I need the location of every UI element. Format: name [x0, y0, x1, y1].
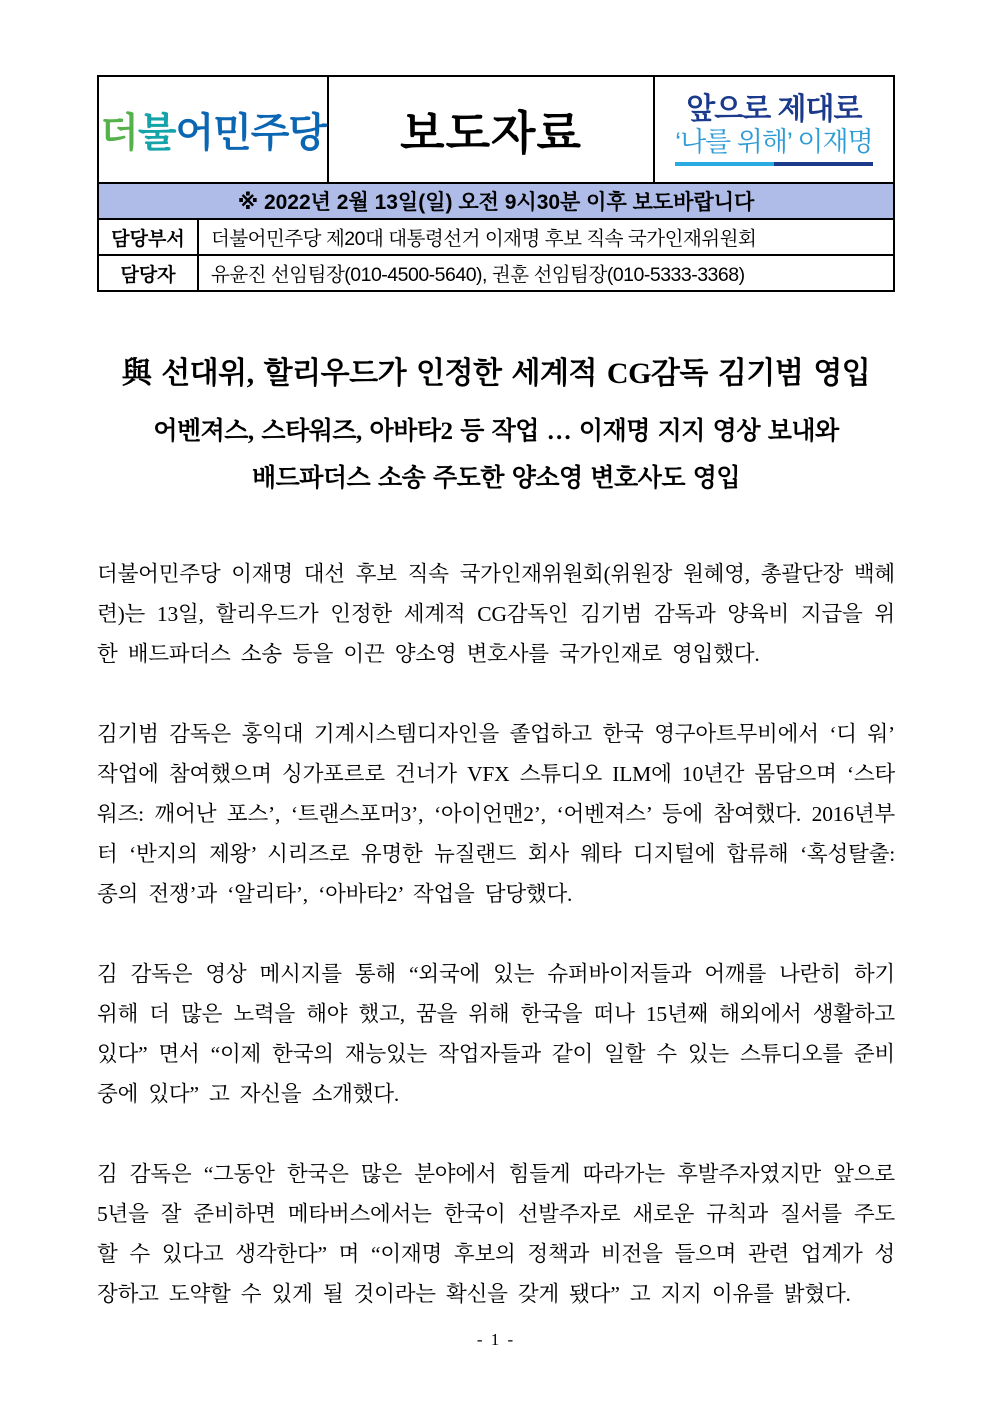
campaign-slogan — [675, 93, 873, 165]
logo-text-part3: 어민주당 — [175, 111, 327, 155]
slogan-line-2: ‘나를 위해’ 이재명 — [675, 127, 873, 158]
embargo-notice-text: ※ 2022년 2월 13일(일) 오전 9시30분 이후 보도바랍니다 — [237, 191, 755, 214]
slogan-underline-bar — [675, 162, 873, 166]
doc-type-title: 보도자료 — [400, 106, 582, 159]
body-text — [97, 554, 895, 1314]
subtitle-line-1: 어벤져스, 스타워즈, 아바타2 등 작업 … 이재명 지지 영상 보내와 — [153, 418, 839, 445]
contact-person-label: 담당자 — [99, 256, 199, 290]
embargo-banner — [99, 182, 893, 218]
doc-type-cell — [329, 77, 655, 182]
header-table — [97, 75, 895, 292]
subtitle-line-2: 배드파더스 소송 주도한 양소영 변호사도 영입 — [251, 465, 741, 492]
contact-department-value: 더불어민주당 제20대 대통령선거 이재명 후보 직속 국가인재위원회 — [211, 228, 757, 250]
headline: 與 선대위, 할리우드가 인정한 세계적 CG감독 김기범 영입 — [121, 357, 871, 390]
campaign-slogan-cell — [655, 77, 893, 182]
body-paragraph-4: 김 감독은 “그동안 한국은 많은 분야에서 힘들게 따라가는 후발주자였지만 앞으로 5년을 잘 준비하면 메타버스에서는 한국이 선발주자로 새로운 규칙과 질서를 주도할 수 있다고 생각한다” 며 “이재명 후보의 정책과 비전을 들으며 관련 업계가 성장하고 도약할 수 있게 될 것이라는 확신을 갖게 됐다” 고 지지 이유를 밝혔다. — [97, 1162, 895, 1306]
contact-row-department — [99, 218, 893, 254]
header-top-row — [99, 77, 893, 182]
party-logo — [100, 101, 326, 158]
body-paragraph-3: 김 감독은 영상 메시지를 통해 “외국에 있는 슈퍼바이저들과 어깨를 나란히 하기 위해 더 많은 노력을 해야 했고, 꿈을 위해 한국을 떠나 15년째 해외에서 생활하고 있다” 면서 “이제 한국의 재능있는 작업자들과 같이 일할 수 있는 스튜디오를 준비 중에 있다” 고 자신을 소개했다. — [97, 962, 895, 1106]
page-number: - 1 - — [476, 1330, 516, 1349]
logo-text-part1: 더 — [100, 111, 138, 155]
contact-department-label: 담당부서 — [99, 220, 199, 254]
subtitle — [97, 408, 895, 502]
body-paragraph-2: 김기범 감독은 홍익대 기계시스템디자인을 졸업하고 한국 영구아트무비에서 ‘디 워’ 작업에 참여했으며 싱가포르로 건너가 VFX 스튜디오 ILM에 10년간 몸담으며 ‘스타워즈: 깨어난 포스’, ‘트랜스포머3’, ‘아이언맨2’, ‘어벤져스’ 등에 참여했다. 2016년부터 ‘반지의 제왕’ 시리즈로 유명한 뉴질랜드 회사 웨타 디지털에 합류해 ‘혹성탈출: 종의 전쟁’과 ‘알리타’, ‘아바타2’ 작업을 담당했다. — [97, 722, 895, 906]
party-logo-cell — [99, 77, 329, 182]
slogan-line-1: 앞으로 제대로 — [686, 93, 862, 127]
contact-row-person — [99, 254, 893, 290]
document-content — [97, 75, 895, 1314]
logo-text-part2: 불 — [137, 111, 176, 155]
contact-person-value: 유윤진 선임팀장(010-4500-5640), 권훈 선임팀장(010-5333-3368) — [211, 264, 745, 286]
body-paragraph-1: 더불어민주당 이재명 대선 후보 직속 국가인재위원회(위원장 원혜영, 총괄단장 백혜련)는 13일, 할리우드가 인정한 세계적 CG감독인 김기범 감독과 양육비 지급을 위한 배드파더스 소송 등을 이끈 양소영 변호사를 국가인재로 영입했다. — [97, 562, 895, 666]
